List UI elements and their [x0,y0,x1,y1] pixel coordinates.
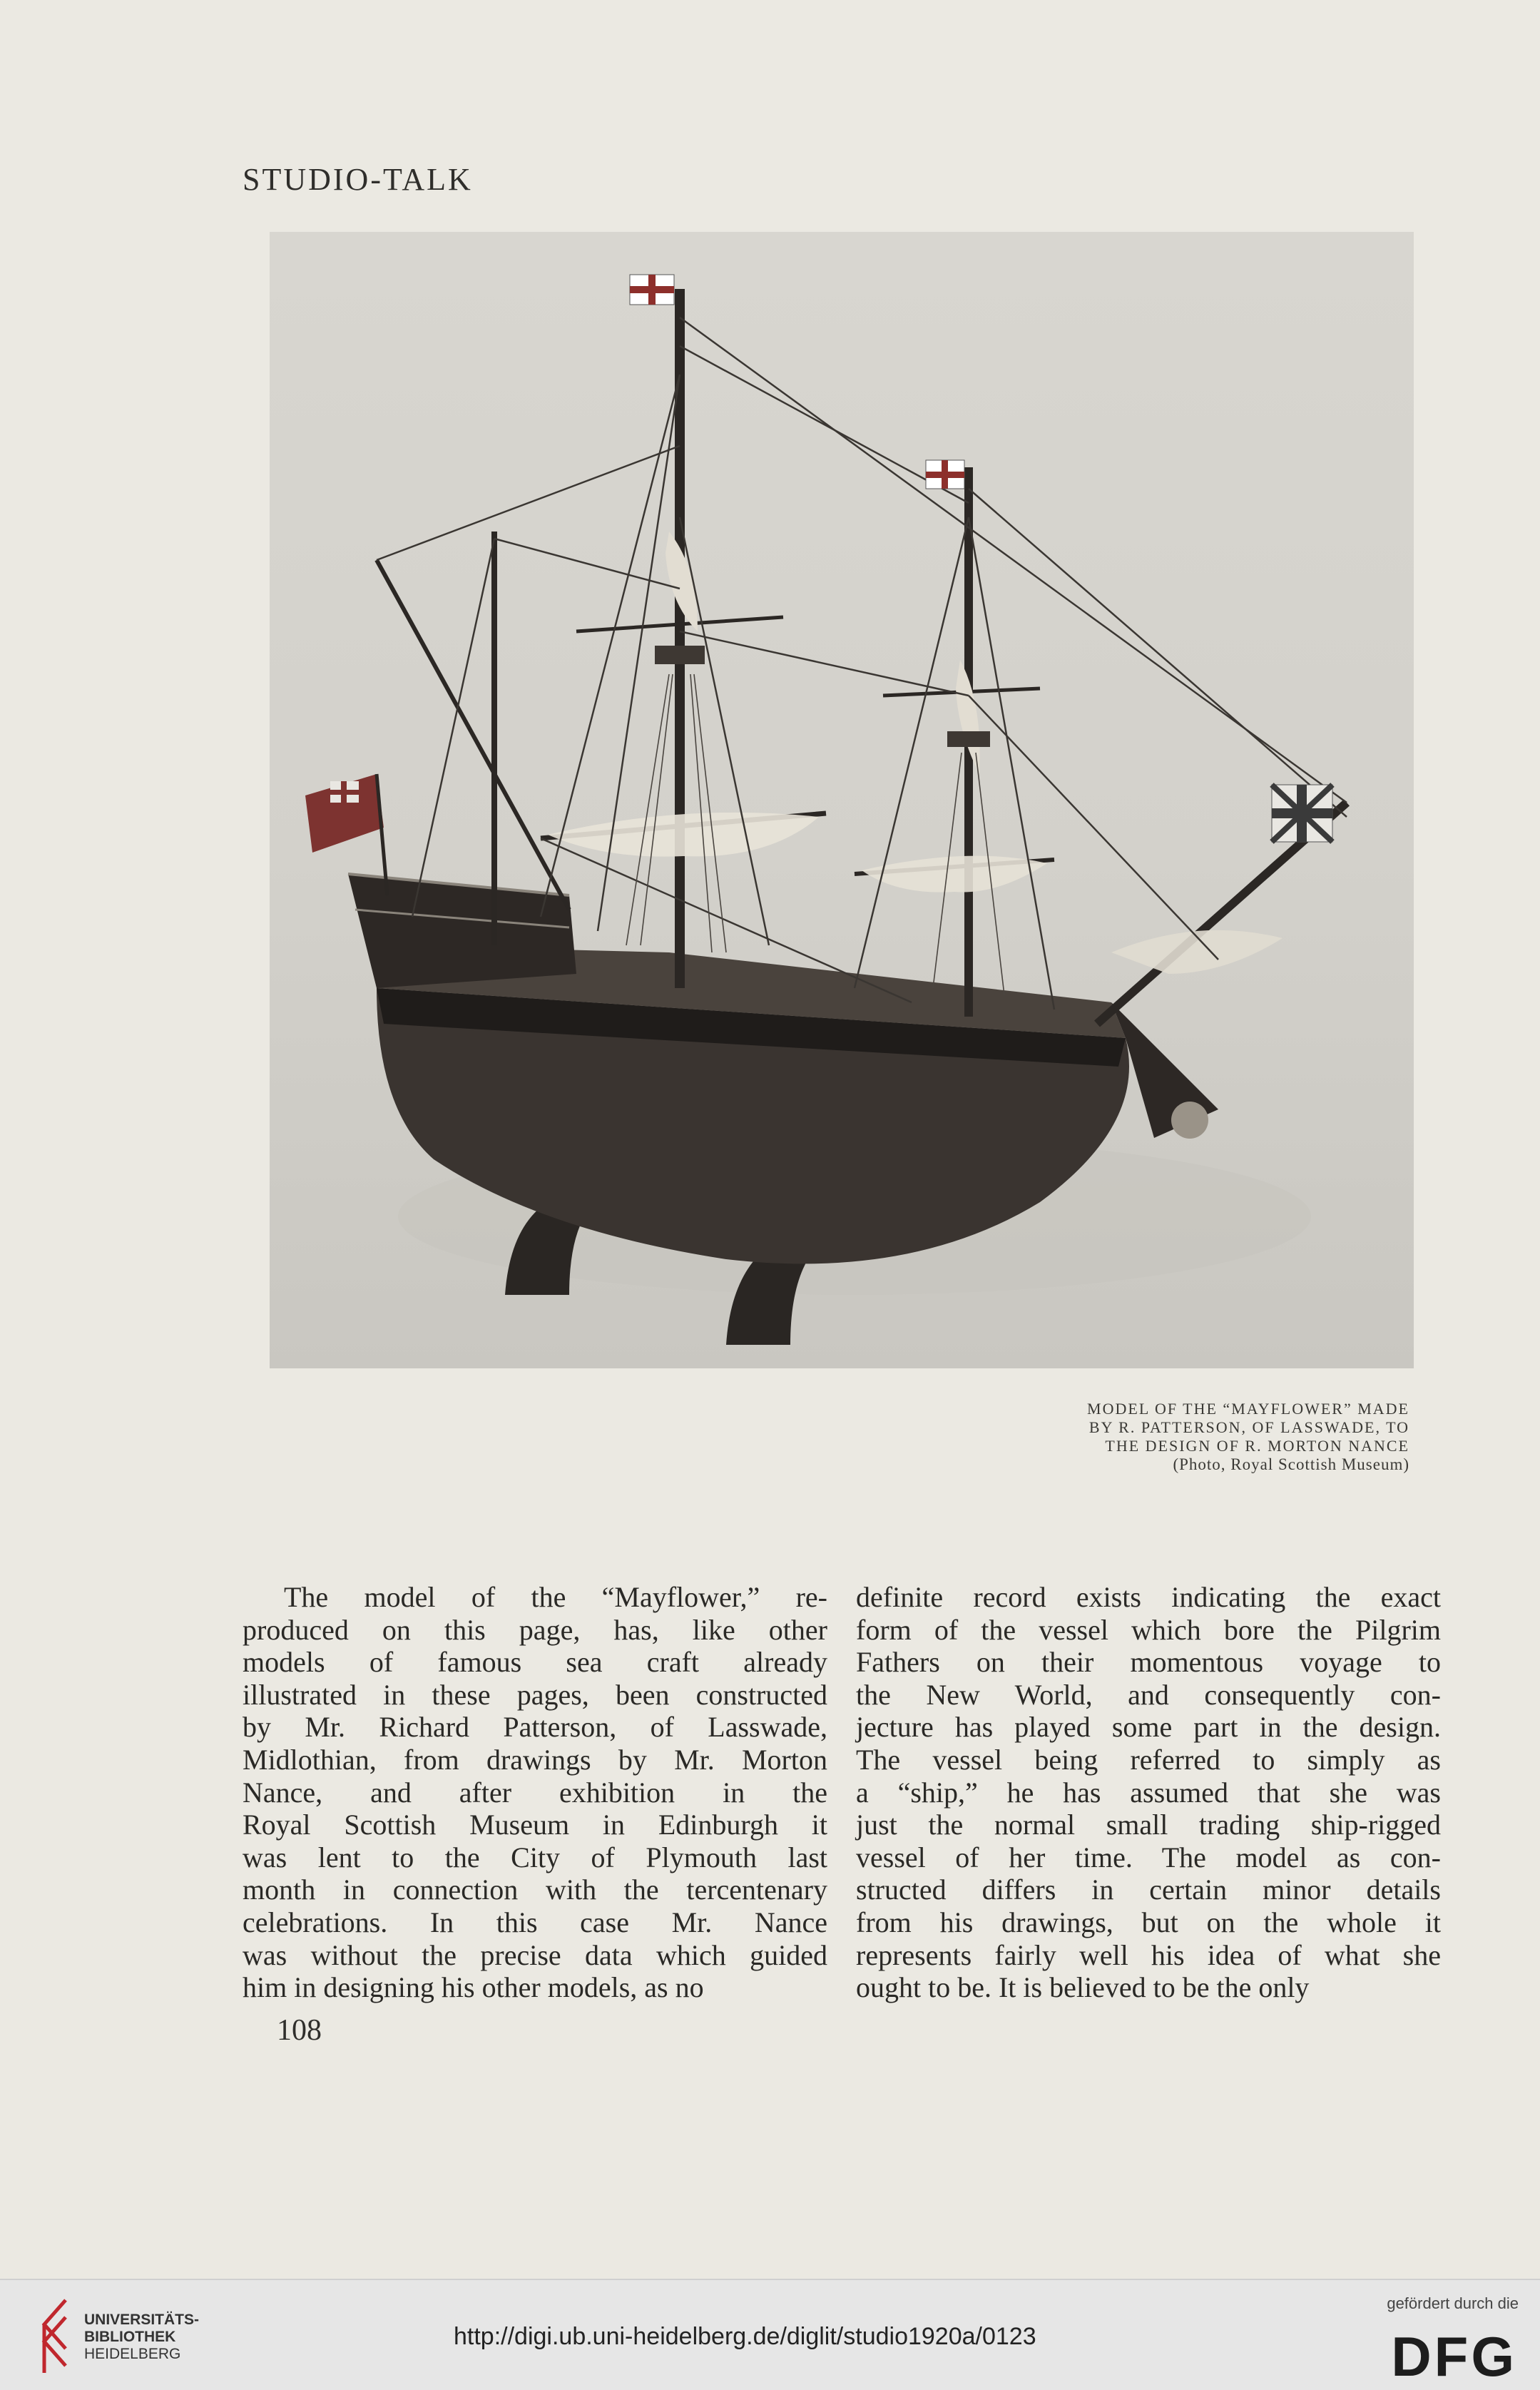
library-name-line: HEIDELBERG [84,2346,181,2362]
photo-credit: (Photo, Royal Scottish Museum) [1173,1455,1409,1473]
text-line: month in connection with the tercentenary [243,1873,827,1906]
text-line: represents fairly well his idea of what she [856,1938,1441,1971]
st-george-flag-main [630,275,674,305]
figure-caption [1087,1400,1409,1474]
union-flag-bow [1272,785,1332,842]
library-name [84,2312,199,2363]
text-line: produced on this page, has, like other [243,1613,827,1646]
digitization-footer [0,2279,1540,2390]
library-name-line: UNIVERSITÄTS- [84,2312,200,2328]
text-line: him in designing his other models, as no [243,1971,704,2004]
st-george-flag-fore [926,460,964,489]
text-line: by Mr. Richard Patterson, of Lasswade, [243,1711,827,1744]
body-column-left [243,1581,827,2004]
caption-line: BY R. PATTERSON, OF LASSWADE, TO [1088,1418,1409,1436]
text-line: definite record exists indicating the exact [856,1581,1441,1613]
text-line: The model of the “Mayflower,” re- [284,1581,827,1613]
text-line: was without the precise data which guided [243,1938,827,1971]
ship-model-photograph [270,232,1414,1368]
text-line: structed differs in certain minor details [856,1873,1441,1906]
text-line: ought to be. It is believed to be the only [856,1971,1310,2004]
text-line: illustrated in these pages, been constructed [243,1678,827,1711]
caption-line: MODEL OF THE “MAYFLOWER” MADE [1087,1400,1409,1418]
text-line: Royal Scottish Museum in Edinburgh it [243,1809,827,1841]
body-column-right [856,1581,1441,2004]
text-line: just the normal small trading ship-rigged [856,1809,1441,1841]
text-line: jecture has played some part in the design. [856,1711,1441,1744]
caption-line: THE DESIGN OF R. MORTON NANCE [1105,1437,1409,1455]
text-line: was lent to the City of Plymouth last [243,1841,827,1873]
text-line: the New World, and consequently con- [856,1678,1441,1711]
mayflower-model-illustration [270,232,1414,1368]
text-line: from his drawings, but on the whole it [856,1906,1441,1938]
text-line: Fathers on their momentous voyage to [856,1646,1441,1679]
page-number: 108 [277,2014,322,2047]
text-line: Nance, and after exhibition in the [243,1776,827,1809]
text-line: form of the vessel which bore the Pilgrim [856,1613,1441,1646]
permalink-url[interactable]: http://digi.ub.uni-heidelberg.de/diglit/studio1920a/0123 [454,2323,1036,2350]
text-line: Midlothian, from drawings by Mr. Morton [243,1743,827,1776]
text-line: a “ship,” he has assumed that she was [856,1776,1441,1809]
funding-note: gefördert durch die [1387,2294,1519,2312]
library-name-line: BIBLIOTHEK [84,2329,176,2345]
text-line: celebrations. In this case Mr. Nance [243,1906,827,1938]
text-line: The vessel being referred to simply as [856,1743,1441,1776]
university-library-logo-icon[interactable] [37,2296,73,2376]
text-line: vessel of her time. The model as con- [856,1841,1441,1873]
dfg-logo[interactable]: DFG [1391,2325,1517,2388]
text-line: models of famous sea craft already [243,1646,827,1679]
running-head: STUDIO-TALK [243,162,473,197]
